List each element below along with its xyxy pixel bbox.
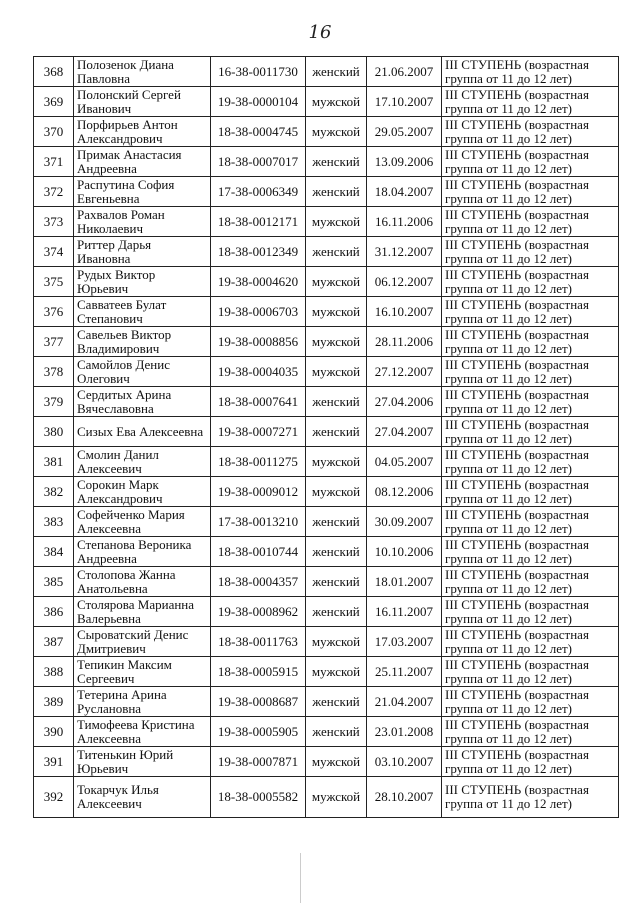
participant-sex: женский xyxy=(306,507,367,537)
table-row xyxy=(34,417,619,447)
participant-name: Софейченко Мария Алексеевна xyxy=(74,507,211,537)
participant-id: 18-38-0010744 xyxy=(211,537,306,567)
participant-id: 18-38-0011275 xyxy=(211,447,306,477)
row-number: 384 xyxy=(34,537,74,567)
participant-name: Распутина София Евгеньевна xyxy=(74,177,211,207)
row-number: 378 xyxy=(34,357,74,387)
participant-sex: мужской xyxy=(306,657,367,687)
participant-sex: мужской xyxy=(306,267,367,297)
participant-sex: женский xyxy=(306,597,367,627)
participant-birth-date: 27.12.2007 xyxy=(367,357,442,387)
participant-id: 19-38-0009012 xyxy=(211,477,306,507)
participant-birth-date: 08.12.2006 xyxy=(367,477,442,507)
participant-birth-date: 10.10.2006 xyxy=(367,537,442,567)
table-row xyxy=(34,777,619,818)
participant-name: Тепикин Максим Сергеевич xyxy=(74,657,211,687)
participant-id: 18-38-0012171 xyxy=(211,207,306,237)
table-row xyxy=(34,177,619,207)
row-number: 386 xyxy=(34,597,74,627)
table-row xyxy=(34,627,619,657)
participant-step: III СТУПЕНЬ (возрастная группа от 11 до 12 лет) xyxy=(442,237,619,267)
participant-sex: женский xyxy=(306,717,367,747)
participant-sex: мужской xyxy=(306,447,367,477)
participant-birth-date: 16.11.2007 xyxy=(367,597,442,627)
participant-sex: женский xyxy=(306,57,367,87)
row-number: 388 xyxy=(34,657,74,687)
participant-name: Полонский Сергей Иванович xyxy=(74,87,211,117)
participant-step: III СТУПЕНЬ (возрастная группа от 11 до 12 лет) xyxy=(442,507,619,537)
participant-birth-date: 21.06.2007 xyxy=(367,57,442,87)
participant-name: Токарчук Илья Алексеевич xyxy=(74,777,211,818)
row-number: 379 xyxy=(34,387,74,417)
participant-step: III СТУПЕНЬ (возрастная группа от 11 до 12 лет) xyxy=(442,147,619,177)
participant-name: Степанова Вероника Андреевна xyxy=(74,537,211,567)
participant-id: 19-38-0008962 xyxy=(211,597,306,627)
participant-step: III СТУПЕНЬ (возрастная группа от 11 до 12 лет) xyxy=(442,177,619,207)
table-row xyxy=(34,117,619,147)
table-row xyxy=(34,537,619,567)
participant-id: 19-38-0004035 xyxy=(211,357,306,387)
participant-name: Сорокин Марк Александрович xyxy=(74,477,211,507)
row-number: 385 xyxy=(34,567,74,597)
participant-sex: мужской xyxy=(306,777,367,818)
participant-id: 18-38-0011763 xyxy=(211,627,306,657)
page-number: 16 xyxy=(308,22,332,43)
participant-id: 19-38-0007271 xyxy=(211,417,306,447)
participant-id: 18-38-0012349 xyxy=(211,237,306,267)
participant-name: Столопова Жанна Анатольевна xyxy=(74,567,211,597)
row-number: 389 xyxy=(34,687,74,717)
participant-id: 18-38-0004357 xyxy=(211,567,306,597)
participant-sex: мужской xyxy=(306,297,367,327)
participant-id: 19-38-0007871 xyxy=(211,747,306,777)
participant-birth-date: 25.11.2007 xyxy=(367,657,442,687)
table-row xyxy=(34,87,619,117)
scan-divider xyxy=(300,853,301,903)
participant-sex: мужской xyxy=(306,87,367,117)
participant-sex: мужской xyxy=(306,117,367,147)
participant-id: 17-38-0013210 xyxy=(211,507,306,537)
participant-sex: женский xyxy=(306,177,367,207)
participant-step: III СТУПЕНЬ (возрастная группа от 11 до 12 лет) xyxy=(442,717,619,747)
participant-birth-date: 13.09.2006 xyxy=(367,147,442,177)
participant-id: 18-38-0007641 xyxy=(211,387,306,417)
participant-id: 19-38-0006703 xyxy=(211,297,306,327)
row-number: 368 xyxy=(34,57,74,87)
participant-birth-date: 16.11.2006 xyxy=(367,207,442,237)
participant-birth-date: 16.10.2007 xyxy=(367,297,442,327)
participant-step: III СТУПЕНЬ (возрастная группа от 11 до 12 лет) xyxy=(442,117,619,147)
table-row xyxy=(34,447,619,477)
participant-id: 19-38-0008687 xyxy=(211,687,306,717)
participant-step: III СТУПЕНЬ (возрастная группа от 11 до 12 лет) xyxy=(442,597,619,627)
participant-sex: мужской xyxy=(306,747,367,777)
participant-name: Столярова Марианна Валерьевна xyxy=(74,597,211,627)
participant-birth-date: 21.04.2007 xyxy=(367,687,442,717)
participant-step: III СТУПЕНЬ (возрастная группа от 11 до 12 лет) xyxy=(442,267,619,297)
table-row xyxy=(34,477,619,507)
participant-step: III СТУПЕНЬ (возрастная группа от 11 до 12 лет) xyxy=(442,87,619,117)
participant-step: III СТУПЕНЬ (возрастная группа от 11 до 12 лет) xyxy=(442,627,619,657)
participant-step: III СТУПЕНЬ (возрастная группа от 11 до 12 лет) xyxy=(442,387,619,417)
participant-name: Сердитых Арина Вячеславовна xyxy=(74,387,211,417)
participant-sex: женский xyxy=(306,147,367,177)
row-number: 370 xyxy=(34,117,74,147)
participant-step: III СТУПЕНЬ (возрастная группа от 11 до 12 лет) xyxy=(442,327,619,357)
row-number: 372 xyxy=(34,177,74,207)
participant-birth-date: 31.12.2007 xyxy=(367,237,442,267)
participant-id: 19-38-0000104 xyxy=(211,87,306,117)
participants-table-body xyxy=(34,57,619,818)
table-row xyxy=(34,147,619,177)
row-number: 371 xyxy=(34,147,74,177)
participant-name: Тетерина Арина Руслановна xyxy=(74,687,211,717)
participant-step: III СТУПЕНЬ (возрастная группа от 11 до 12 лет) xyxy=(442,417,619,447)
participant-name: Савватеев Булат Степанович xyxy=(74,297,211,327)
participant-name: Риттер Дарья Ивановна xyxy=(74,237,211,267)
table-row xyxy=(34,687,619,717)
participant-sex: женский xyxy=(306,237,367,267)
participant-name: Рахвалов Роман Николаевич xyxy=(74,207,211,237)
participant-sex: мужской xyxy=(306,357,367,387)
participant-birth-date: 06.12.2007 xyxy=(367,267,442,297)
participant-birth-date: 17.10.2007 xyxy=(367,87,442,117)
row-number: 369 xyxy=(34,87,74,117)
participant-step: III СТУПЕНЬ (возрастная группа от 11 до 12 лет) xyxy=(442,537,619,567)
participant-step: III СТУПЕНЬ (возрастная группа от 11 до 12 лет) xyxy=(442,57,619,87)
participant-step: III СТУПЕНЬ (возрастная группа от 11 до 12 лет) xyxy=(442,777,619,818)
participant-step: III СТУПЕНЬ (возрастная группа от 11 до 12 лет) xyxy=(442,297,619,327)
participant-name: Титенькин Юрий Юрьевич xyxy=(74,747,211,777)
participant-id: 19-38-0005905 xyxy=(211,717,306,747)
participant-birth-date: 23.01.2008 xyxy=(367,717,442,747)
participant-sex: женский xyxy=(306,687,367,717)
table-row xyxy=(34,717,619,747)
participant-name: Тимофеева Кристина Алексеевна xyxy=(74,717,211,747)
row-number: 391 xyxy=(34,747,74,777)
table-row xyxy=(34,237,619,267)
table-row xyxy=(34,297,619,327)
table-row xyxy=(34,597,619,627)
participant-birth-date: 27.04.2006 xyxy=(367,387,442,417)
participant-step: III СТУПЕНЬ (возрастная группа от 11 до 12 лет) xyxy=(442,567,619,597)
participant-step: III СТУПЕНЬ (возрастная группа от 11 до 12 лет) xyxy=(442,207,619,237)
participant-sex: женский xyxy=(306,387,367,417)
participant-birth-date: 03.10.2007 xyxy=(367,747,442,777)
participant-birth-date: 17.03.2007 xyxy=(367,627,442,657)
row-number: 374 xyxy=(34,237,74,267)
participant-id: 16-38-0011730 xyxy=(211,57,306,87)
table-row xyxy=(34,327,619,357)
participant-sex: женский xyxy=(306,417,367,447)
row-number: 380 xyxy=(34,417,74,447)
participants-table xyxy=(33,56,619,818)
participant-name: Порфирьев Антон Александрович xyxy=(74,117,211,147)
participant-birth-date: 18.01.2007 xyxy=(367,567,442,597)
row-number: 383 xyxy=(34,507,74,537)
participant-id: 18-38-0005915 xyxy=(211,657,306,687)
participant-name: Самойлов Денис Олегович xyxy=(74,357,211,387)
participant-id: 17-38-0006349 xyxy=(211,177,306,207)
table-row xyxy=(34,507,619,537)
participant-sex: мужской xyxy=(306,207,367,237)
participant-sex: мужской xyxy=(306,477,367,507)
table-row xyxy=(34,357,619,387)
participant-sex: мужской xyxy=(306,627,367,657)
table-row xyxy=(34,657,619,687)
participant-birth-date: 28.11.2006 xyxy=(367,327,442,357)
participant-id: 19-38-0008856 xyxy=(211,327,306,357)
participant-step: III СТУПЕНЬ (возрастная группа от 11 до 12 лет) xyxy=(442,357,619,387)
participant-birth-date: 30.09.2007 xyxy=(367,507,442,537)
participant-birth-date: 28.10.2007 xyxy=(367,777,442,818)
participant-name: Смолин Данил Алексеевич xyxy=(74,447,211,477)
row-number: 375 xyxy=(34,267,74,297)
row-number: 381 xyxy=(34,447,74,477)
table-row xyxy=(34,387,619,417)
participant-birth-date: 18.04.2007 xyxy=(367,177,442,207)
row-number: 373 xyxy=(34,207,74,237)
participant-birth-date: 29.05.2007 xyxy=(367,117,442,147)
row-number: 377 xyxy=(34,327,74,357)
row-number: 376 xyxy=(34,297,74,327)
row-number: 392 xyxy=(34,777,74,818)
participant-step: III СТУПЕНЬ (возрастная группа от 11 до 12 лет) xyxy=(442,747,619,777)
participant-sex: мужской xyxy=(306,327,367,357)
participant-name: Полозенок Диана Павловна xyxy=(74,57,211,87)
participant-name: Примак Анастасия Андреевна xyxy=(74,147,211,177)
table-row xyxy=(34,747,619,777)
row-number: 387 xyxy=(34,627,74,657)
participant-step: III СТУПЕНЬ (возрастная группа от 11 до 12 лет) xyxy=(442,657,619,687)
table-row xyxy=(34,57,619,87)
participant-id: 19-38-0004620 xyxy=(211,267,306,297)
participant-name: Рудых Виктор Юрьевич xyxy=(74,267,211,297)
table-row xyxy=(34,567,619,597)
participant-step: III СТУПЕНЬ (возрастная группа от 11 до 12 лет) xyxy=(442,447,619,477)
participant-name: Сизых Ева Алексеевна xyxy=(74,417,211,447)
row-number: 390 xyxy=(34,717,74,747)
participant-id: 18-38-0007017 xyxy=(211,147,306,177)
participant-birth-date: 27.04.2007 xyxy=(367,417,442,447)
participant-birth-date: 04.05.2007 xyxy=(367,447,442,477)
row-number: 382 xyxy=(34,477,74,507)
participant-step: III СТУПЕНЬ (возрастная группа от 11 до 12 лет) xyxy=(442,687,619,717)
participant-id: 18-38-0004745 xyxy=(211,117,306,147)
participant-name: Сыроватский Денис Дмитриевич xyxy=(74,627,211,657)
participant-step: III СТУПЕНЬ (возрастная группа от 11 до 12 лет) xyxy=(442,477,619,507)
participant-sex: женский xyxy=(306,567,367,597)
participant-name: Савельев Виктор Владимирович xyxy=(74,327,211,357)
table-row xyxy=(34,267,619,297)
table-row xyxy=(34,207,619,237)
participant-id: 18-38-0005582 xyxy=(211,777,306,818)
participant-sex: женский xyxy=(306,537,367,567)
